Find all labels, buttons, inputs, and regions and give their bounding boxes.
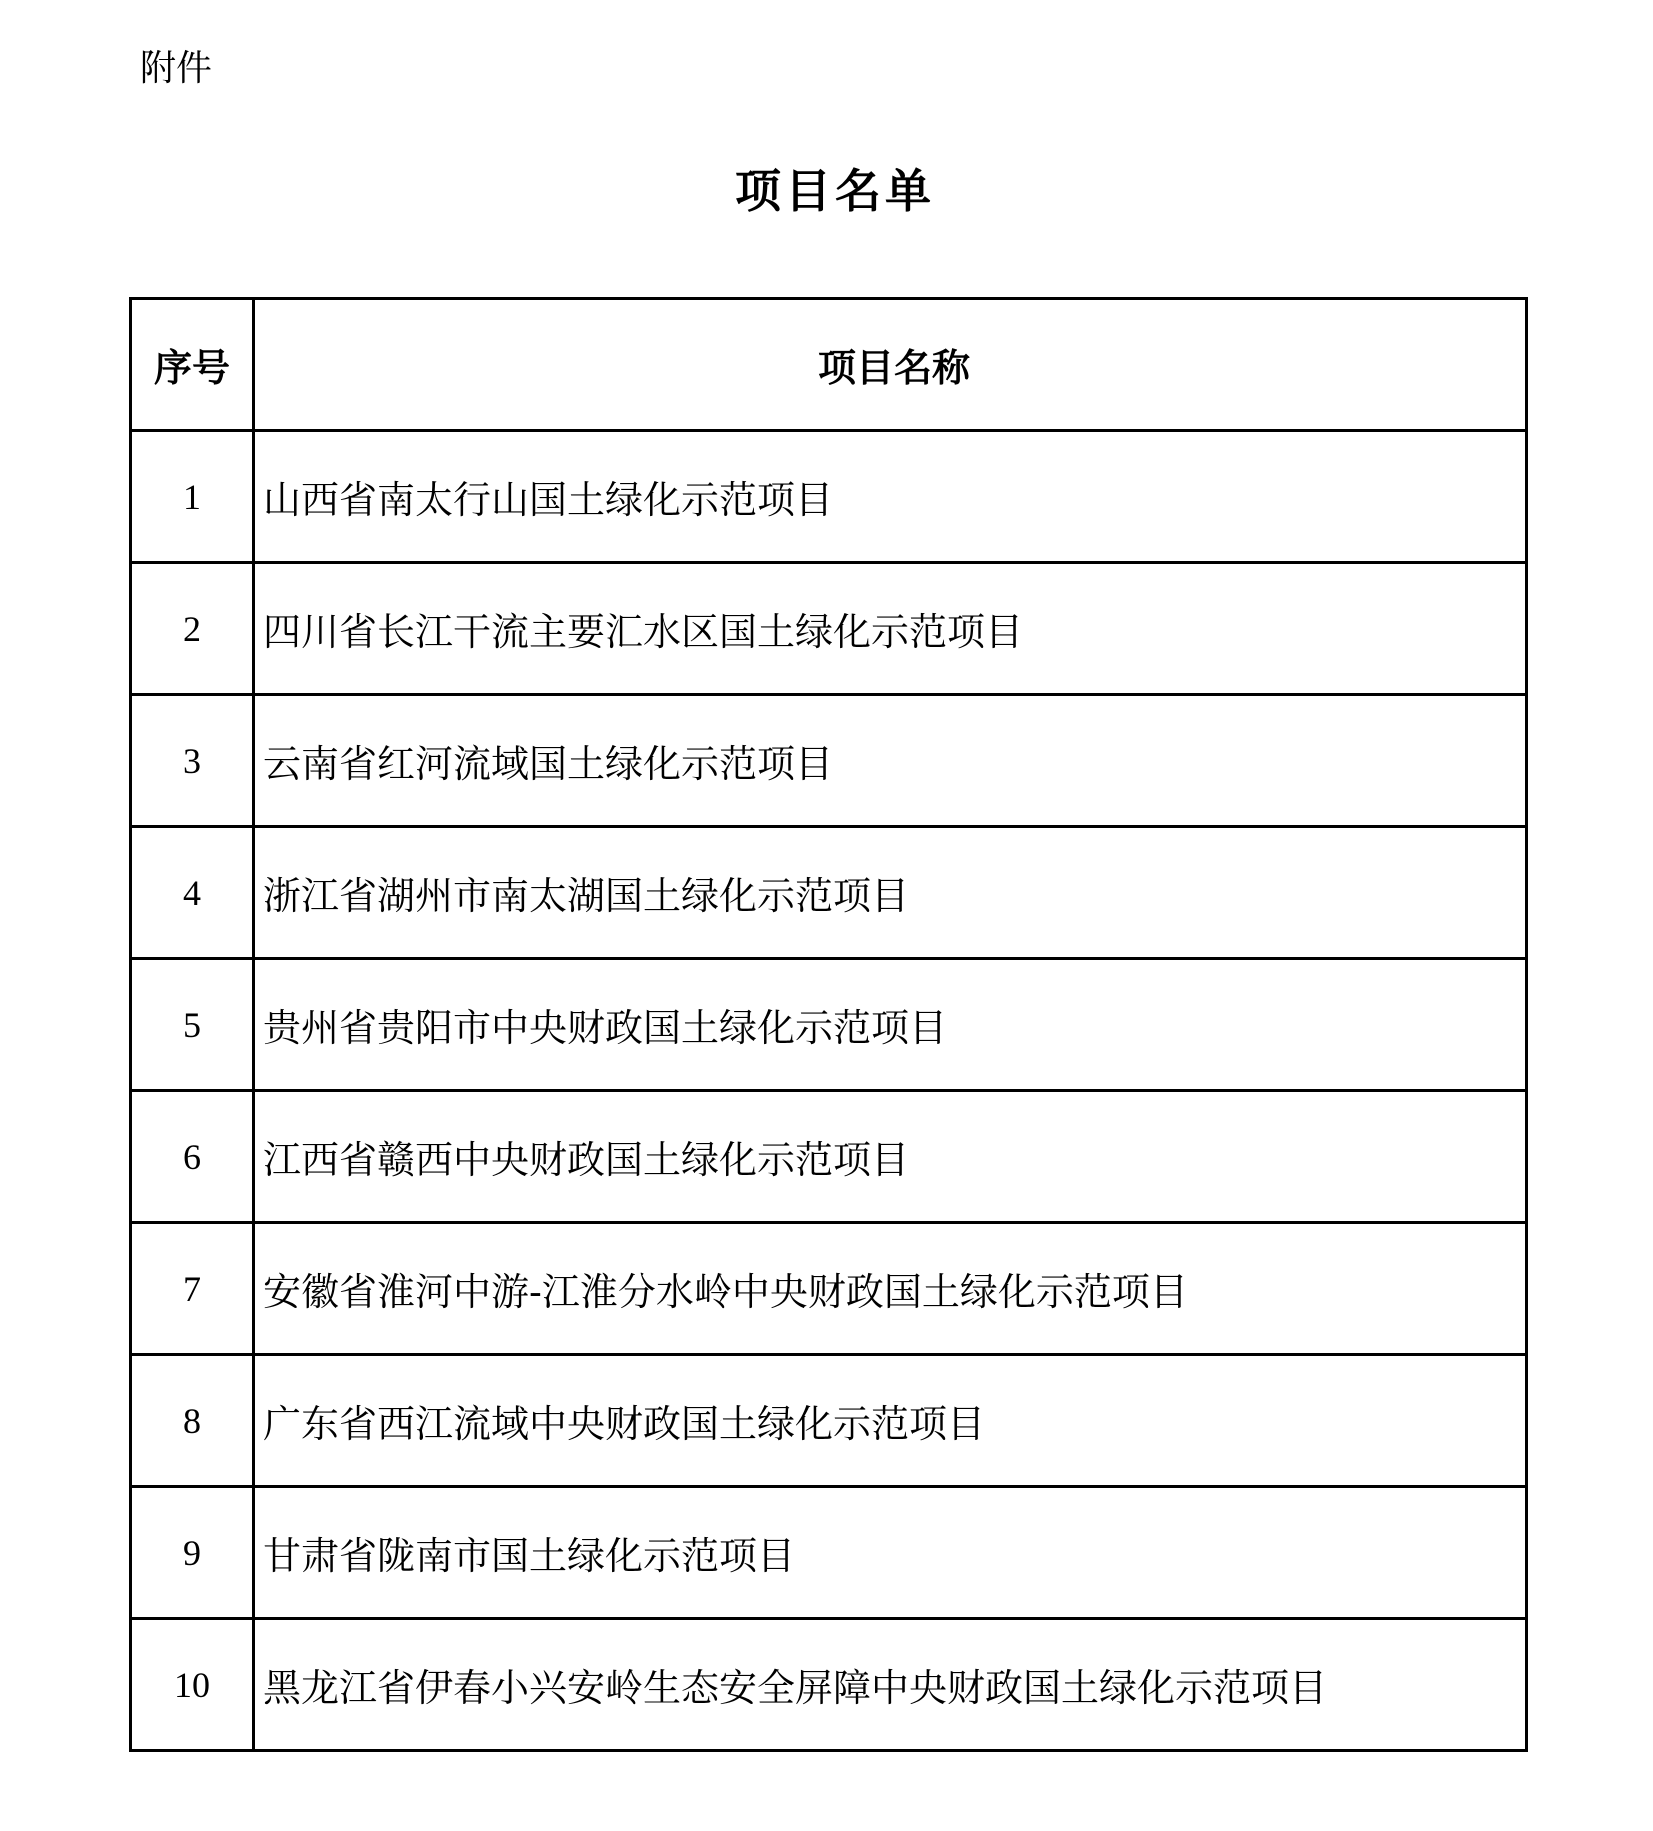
project-name: 江西省赣西中央财政国土绿化示范项目: [254, 1091, 1527, 1223]
project-name: 山西省南太行山国土绿化示范项目: [254, 431, 1527, 563]
table-row: [131, 1223, 1527, 1355]
row-number: 2: [131, 563, 254, 695]
project-name: 安徽省淮河中游-江淮分水岭中央财政国土绿化示范项目: [254, 1223, 1527, 1355]
row-number: 9: [131, 1487, 254, 1619]
table-row: [131, 1355, 1527, 1487]
table-row: [131, 563, 1527, 695]
row-number: 5: [131, 959, 254, 1091]
header-serial-number: 序号: [131, 299, 254, 431]
project-name: 四川省长江干流主要汇水区国土绿化示范项目: [254, 563, 1527, 695]
row-number: 8: [131, 1355, 254, 1487]
row-number: 4: [131, 827, 254, 959]
row-number: 6: [131, 1091, 254, 1223]
table-row: [131, 1091, 1527, 1223]
attachment-label: 附件: [140, 48, 213, 89]
table-row: [131, 431, 1527, 563]
project-name: 云南省红河流域国土绿化示范项目: [254, 695, 1527, 827]
row-number: 7: [131, 1223, 254, 1355]
project-table: [129, 297, 1528, 1752]
row-number: 3: [131, 695, 254, 827]
page-title: 项目名单: [735, 164, 935, 218]
header-project-name: 项目名称: [254, 299, 1527, 431]
row-number: 1: [131, 431, 254, 563]
table-row: [131, 827, 1527, 959]
project-name: 广东省西江流域中央财政国土绿化示范项目: [254, 1355, 1527, 1487]
table-header-row: [131, 299, 1527, 431]
project-name: 浙江省湖州市南太湖国土绿化示范项目: [254, 827, 1527, 959]
project-name: 甘肃省陇南市国土绿化示范项目: [254, 1487, 1527, 1619]
table-row: [131, 1487, 1527, 1619]
table-row: [131, 695, 1527, 827]
table-row: [131, 1619, 1527, 1751]
project-name: 黑龙江省伊春小兴安岭生态安全屏障中央财政国土绿化示范项目: [254, 1619, 1527, 1751]
table-row: [131, 959, 1527, 1091]
row-number: 10: [131, 1619, 254, 1751]
project-name: 贵州省贵阳市中央财政国土绿化示范项目: [254, 959, 1527, 1091]
